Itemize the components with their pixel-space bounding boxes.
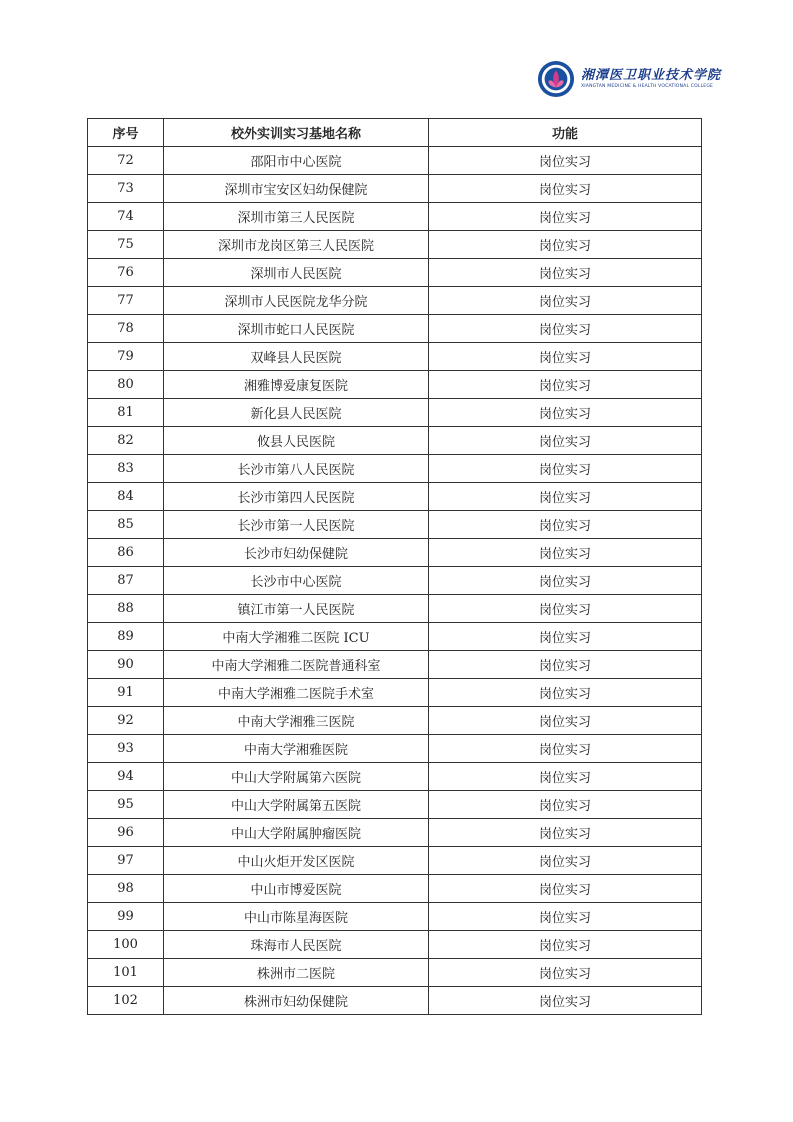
row-function: 岗位实习 — [429, 399, 702, 427]
row-function: 岗位实习 — [429, 315, 702, 343]
header-base-name: 校外实训实习基地名称 — [164, 119, 429, 147]
row-base-name: 深圳市宝安区妇幼保健院 — [164, 175, 429, 203]
row-function: 岗位实习 — [429, 511, 702, 539]
row-index: 99 — [88, 903, 164, 931]
row-function: 岗位实习 — [429, 679, 702, 707]
college-emblem-icon — [537, 60, 575, 98]
row-base-name: 新化县人民医院 — [164, 399, 429, 427]
row-base-name: 中山大学附属肿瘤医院 — [164, 819, 429, 847]
table-row — [88, 903, 702, 931]
table-row — [88, 511, 702, 539]
row-index: 84 — [88, 483, 164, 511]
row-function: 岗位实习 — [429, 287, 702, 315]
row-base-name: 深圳市第三人民医院 — [164, 203, 429, 231]
row-function: 岗位实习 — [429, 595, 702, 623]
table-row — [88, 819, 702, 847]
table-row — [88, 707, 702, 735]
row-index: 74 — [88, 203, 164, 231]
row-index: 98 — [88, 875, 164, 903]
row-base-name: 长沙市中心医院 — [164, 567, 429, 595]
row-base-name: 中山市陈星海医院 — [164, 903, 429, 931]
row-index: 86 — [88, 539, 164, 567]
row-function: 岗位实习 — [429, 567, 702, 595]
table-row — [88, 343, 702, 371]
table-row — [88, 147, 702, 175]
row-base-name: 株洲市二医院 — [164, 959, 429, 987]
row-base-name: 镇江市第一人民医院 — [164, 595, 429, 623]
row-base-name: 双峰县人民医院 — [164, 343, 429, 371]
table-row — [88, 427, 702, 455]
table-row — [88, 931, 702, 959]
row-function: 岗位实习 — [429, 791, 702, 819]
row-function: 岗位实习 — [429, 651, 702, 679]
row-index: 82 — [88, 427, 164, 455]
row-index: 87 — [88, 567, 164, 595]
row-function: 岗位实习 — [429, 819, 702, 847]
row-base-name: 邵阳市中心医院 — [164, 147, 429, 175]
row-index: 91 — [88, 679, 164, 707]
row-index: 78 — [88, 315, 164, 343]
row-base-name: 深圳市龙岗区第三人民医院 — [164, 231, 429, 259]
table-row — [88, 959, 702, 987]
table-row — [88, 875, 702, 903]
row-function: 岗位实习 — [429, 175, 702, 203]
row-base-name: 长沙市第一人民医院 — [164, 511, 429, 539]
row-index: 79 — [88, 343, 164, 371]
row-function: 岗位实习 — [429, 959, 702, 987]
header-function: 功能 — [429, 119, 702, 147]
row-function: 岗位实习 — [429, 847, 702, 875]
row-index: 80 — [88, 371, 164, 399]
row-index: 90 — [88, 651, 164, 679]
row-function: 岗位实习 — [429, 371, 702, 399]
row-index: 97 — [88, 847, 164, 875]
row-index: 72 — [88, 147, 164, 175]
row-index: 96 — [88, 819, 164, 847]
college-name-en: XIANGTAN MEDICINE & HEALTH VOCATIONAL COLLEGE — [581, 83, 714, 89]
table-row — [88, 539, 702, 567]
row-index: 77 — [88, 287, 164, 315]
row-index: 81 — [88, 399, 164, 427]
row-index: 101 — [88, 959, 164, 987]
table-row — [88, 595, 702, 623]
row-index: 83 — [88, 455, 164, 483]
row-function: 岗位实习 — [429, 735, 702, 763]
college-name-cn: 湘潭医卫职业技术学院 — [581, 67, 722, 83]
row-index: 100 — [88, 931, 164, 959]
row-base-name: 中山大学附属第五医院 — [164, 791, 429, 819]
row-base-name: 深圳市人民医院 — [164, 259, 429, 287]
row-base-name: 深圳市人民医院龙华分院 — [164, 287, 429, 315]
row-base-name: 中南大学湘雅二医院手术室 — [164, 679, 429, 707]
row-function: 岗位实习 — [429, 875, 702, 903]
row-base-name: 中南大学湘雅二医院 ICU — [164, 623, 429, 651]
row-index: 75 — [88, 231, 164, 259]
table-row — [88, 175, 702, 203]
row-index: 89 — [88, 623, 164, 651]
training-base-table — [87, 118, 702, 1015]
row-function: 岗位实习 — [429, 147, 702, 175]
row-base-name: 中南大学湘雅二医院普通科室 — [164, 651, 429, 679]
table-row — [88, 287, 702, 315]
table-row — [88, 623, 702, 651]
row-function: 岗位实习 — [429, 343, 702, 371]
row-base-name: 株洲市妇幼保健院 — [164, 987, 429, 1015]
row-index: 95 — [88, 791, 164, 819]
row-function: 岗位实习 — [429, 623, 702, 651]
row-index: 76 — [88, 259, 164, 287]
table-row — [88, 315, 702, 343]
row-function: 岗位实习 — [429, 427, 702, 455]
row-function: 岗位实习 — [429, 455, 702, 483]
table-row — [88, 399, 702, 427]
table-row — [88, 231, 702, 259]
row-index: 88 — [88, 595, 164, 623]
row-base-name: 湘雅博爱康复医院 — [164, 371, 429, 399]
row-function: 岗位实习 — [429, 763, 702, 791]
row-base-name: 中山火炬开发区医院 — [164, 847, 429, 875]
row-function: 岗位实习 — [429, 903, 702, 931]
row-function: 岗位实习 — [429, 987, 702, 1015]
table-row — [88, 651, 702, 679]
table-body — [88, 147, 702, 1015]
row-function: 岗位实习 — [429, 931, 702, 959]
table-row — [88, 259, 702, 287]
row-base-name: 珠海市人民医院 — [164, 931, 429, 959]
row-base-name: 深圳市蛇口人民医院 — [164, 315, 429, 343]
table-row — [88, 371, 702, 399]
table-row — [88, 987, 702, 1015]
row-base-name: 中南大学湘雅三医院 — [164, 707, 429, 735]
row-index: 85 — [88, 511, 164, 539]
table-row — [88, 679, 702, 707]
row-index: 102 — [88, 987, 164, 1015]
row-function: 岗位实习 — [429, 231, 702, 259]
row-base-name: 长沙市第八人民医院 — [164, 455, 429, 483]
table-header-row — [88, 119, 702, 147]
row-base-name: 长沙市妇幼保健院 — [164, 539, 429, 567]
row-base-name: 攸县人民医院 — [164, 427, 429, 455]
row-base-name: 中山大学附属第六医院 — [164, 763, 429, 791]
row-function: 岗位实习 — [429, 203, 702, 231]
header-index: 序号 — [88, 119, 164, 147]
table-row — [88, 455, 702, 483]
table-row — [88, 735, 702, 763]
row-function: 岗位实习 — [429, 539, 702, 567]
table-row — [88, 483, 702, 511]
table-row — [88, 203, 702, 231]
table-row — [88, 763, 702, 791]
row-base-name: 长沙市第四人民医院 — [164, 483, 429, 511]
table-row — [88, 791, 702, 819]
row-index: 92 — [88, 707, 164, 735]
row-function: 岗位实习 — [429, 259, 702, 287]
table-row — [88, 847, 702, 875]
row-index: 94 — [88, 763, 164, 791]
row-base-name: 中南大学湘雅医院 — [164, 735, 429, 763]
college-logo — [537, 59, 722, 99]
row-base-name: 中山市博爱医院 — [164, 875, 429, 903]
row-index: 73 — [88, 175, 164, 203]
table-row — [88, 567, 702, 595]
row-function: 岗位实习 — [429, 483, 702, 511]
row-function: 岗位实习 — [429, 707, 702, 735]
row-index: 93 — [88, 735, 164, 763]
